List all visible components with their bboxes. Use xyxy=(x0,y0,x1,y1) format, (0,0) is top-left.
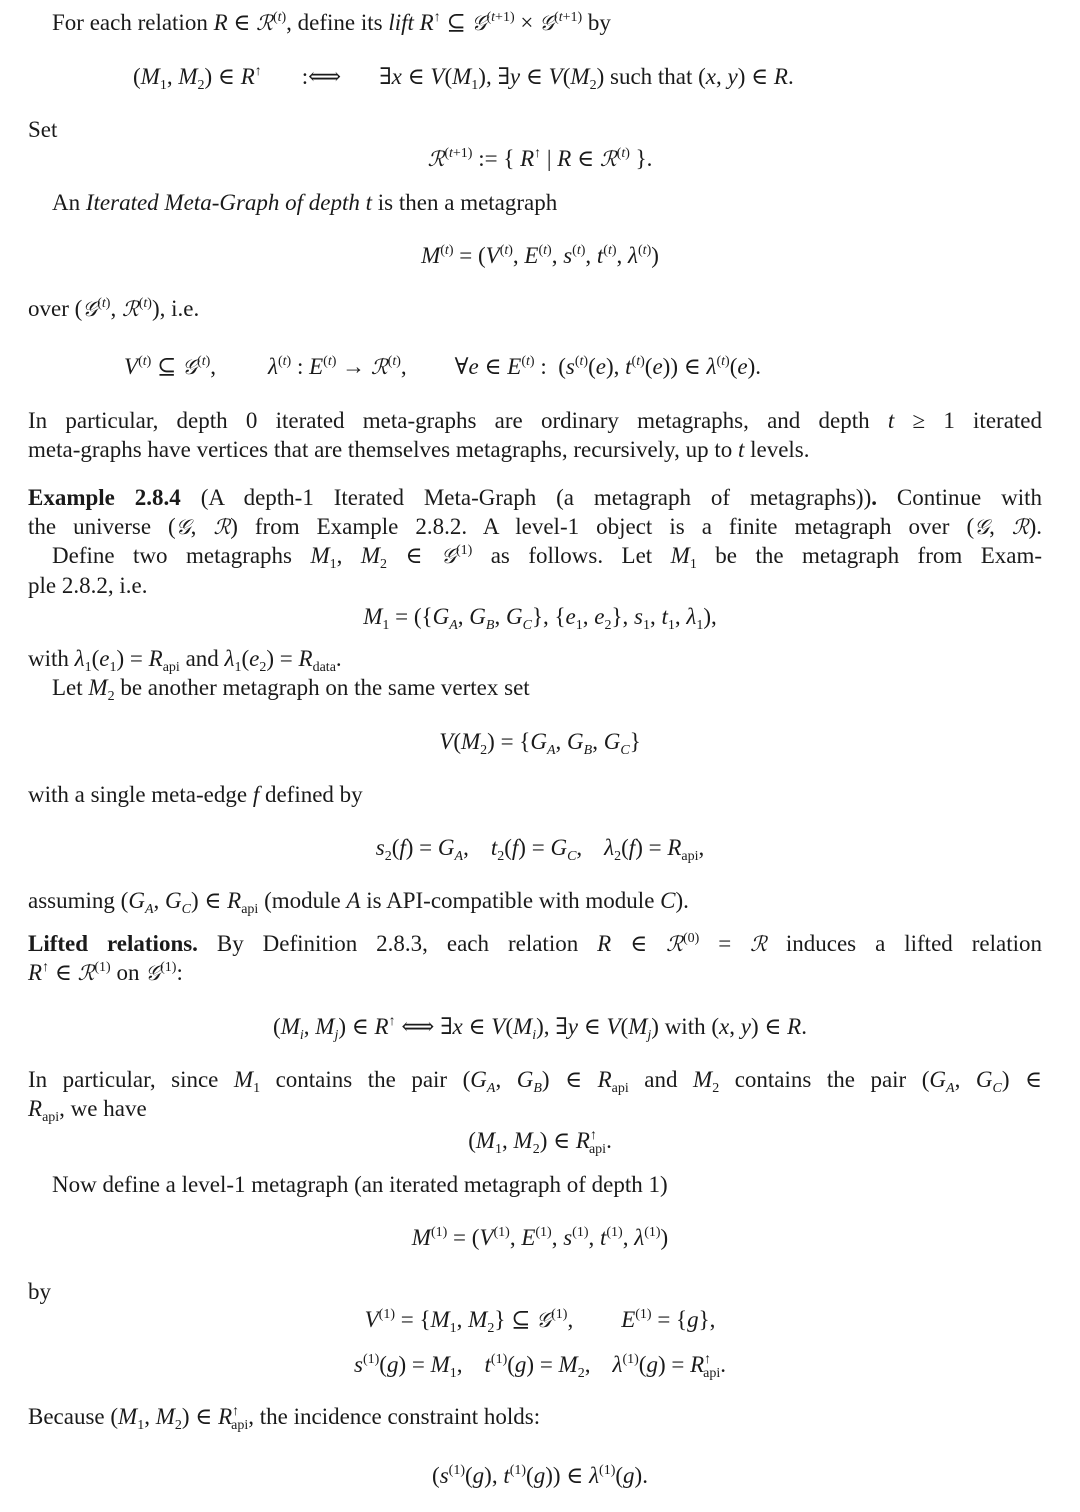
text-particular-1: In particular, depth 0 iterated meta-graphs are ordinary metagraphs, and depth t ≥ 1 iterated xyxy=(28,408,1042,433)
text-let-m2: Let $M_2$ be another metagraph on the same vertex set xyxy=(52,675,530,704)
equation-m1: $M_1 = (\{G_A$, $G_B$, $G_C$}, {$e_1$, $e_2$}, $s_1$, $t_1$, $\lambda_1$), xyxy=(363,604,717,633)
example-text-universe: the universe (𝒢, ℛ) from Example 2.8.2. A level-1 object is a finite metagraph over (𝒢, ℛ). xyxy=(28,514,1043,539)
example-text-define: Define two metagraphs $M_1$, $M_2$ ∈ 𝒢$^{(1)}$ as follows. Let $M_1$ be the metagraph from Exam- xyxy=(52,543,1043,572)
example-heading: Example 2.8.4 (A depth-1 Iterated Meta-Graph (a metagraph of metagraphs)). Continue with xyxy=(28,485,1043,510)
equation-m1-level: $M^{(1)} = (V^{(1)}$, $E^{(1)}$, $s^{(1)}$, $t^{(1)}$, $\lambda^{(1)}$) xyxy=(411,1225,669,1250)
equation-conditions-t: $V^{(t)}$ ⊆ 𝒢$^{(t)}$, $\lambda^{(t)}$ : $E^{(t)}$ → ℛ$^{(t)}$, ∀e ∈ $E^{(t)}$ : ($s^{(t)}(e)$, $t^{(t)}(e)$) ∈ $\lambda^{(t)}(e)$. xyxy=(124,354,762,379)
text-over: over (𝒢$^{(t)}$, ℛ$^{(t)}$), i.e. xyxy=(28,296,200,321)
text-set: Set xyxy=(28,117,58,142)
text-assuming: assuming ($G_A$, $G_C$) ∈ $R_{api}$ (module A is API-compatible with module C). xyxy=(28,888,689,917)
equation-relations-next-level: ℛ$^{(t+1)}$ := { R↑ | R ∈ ℛ$^{(t)}$ }. xyxy=(427,146,653,171)
equation-vm2: $V(M_2) = \{G_A$, $G_B$, $G_C$} xyxy=(439,729,641,758)
text-by: by xyxy=(28,1279,51,1304)
equation-mi-mj: ($M_i$, $M_j$) ∈ R↑ ⟺ ∃x ∈ $V(M_i)$, ∃y ∈ $V(M_j)$ with (x, y) ∈ R. xyxy=(273,1014,807,1043)
text-because: Because ($M_1$, $M_2$) ∈ $R^↑_{api}$, the incidence constraint holds: xyxy=(28,1404,541,1433)
text-lifted-on: R↑ ∈ ℛ$^{(1)}$ on 𝒢$^{(1)}$: xyxy=(28,960,183,985)
equation-incidence: ($s^{(1)}(g)$, $t^{(1)}(g)$) ∈ $\lambda^{(1)}(g)$. xyxy=(432,1463,648,1488)
equation-s1-t1-lambda1: $s^{(1)}(g) = M_1$, $t^{(1)}(g) = M_2$, $\lambda^{(1)}(g) = R^↑_{api}$. xyxy=(354,1352,726,1381)
text-single-meta-edge: with a single meta-edge f defined by xyxy=(28,782,363,807)
text-line-1: For each relation R ∈ ℛ$^{(t)}$, define its lift R↑ ⊆ 𝒢$^{(t+1)}$ × 𝒢$^{(t+1)}$ by xyxy=(52,10,611,35)
text-since-m1: In particular, since $M_1$ contains the pair ($G_A$, $G_B$) ∈ $R_{api}$ and $M_2$ contains the pair ($G_A$, $G_C$) ∈ xyxy=(28,1067,1043,1096)
text-particular-2: meta-graphs have vertices that are themselves metagraphs, recursively, up to t levels. xyxy=(28,437,810,462)
equation-m1-m2-rapi: ($M_1$, $M_2$) ∈ $R^↑_{api}$. xyxy=(468,1128,612,1157)
equation-f: $s_2(f) = G_A$, $t_2(f) = G_C$, $\lambda_2(f) = R_{api}$, xyxy=(375,835,705,864)
text-iterated-metagraph-intro: An Iterated Meta-Graph of depth t is then a metagraph xyxy=(52,190,558,215)
equation-v1-e1: $V^{(1)} = \{M_1$, $M_2$} ⊆ 𝒢$^{(1)}$, $E^{(1)} = \{g\}$, xyxy=(364,1307,716,1336)
text-we-have: $R_{api}$, we have xyxy=(28,1096,147,1125)
equation-metagraph-t: $M^{(t)} = (V^{(t)}$, $E^{(t)}$, $s^{(t)}$, $t^{(t)}$, $\lambda^{(t)}$) xyxy=(421,243,659,268)
text-with-lambda: with $\lambda_1(e_1) = R_{api}$ and $\lambda_1(e_2) = R_{data}$. xyxy=(28,646,342,675)
text-lifted-relations: Lifted relations. By Definition 2.8.3, each relation R ∈ ℛ$^{(0)}$ = ℛ induces a lifted relation xyxy=(28,931,1042,956)
example-text-ple: ple 2.8.2, i.e. xyxy=(28,573,148,598)
text-now-define: Now define a level-1 metagraph (an iterated metagraph of depth 1) xyxy=(52,1172,668,1197)
equation-lift-definition: ($M_1$, $M_2$) ∈ R↑ :⟺ ∃x ∈ $V(M_1)$, ∃y ∈ $V(M_2)$ such that (x, y) ∈ R. xyxy=(133,64,794,93)
